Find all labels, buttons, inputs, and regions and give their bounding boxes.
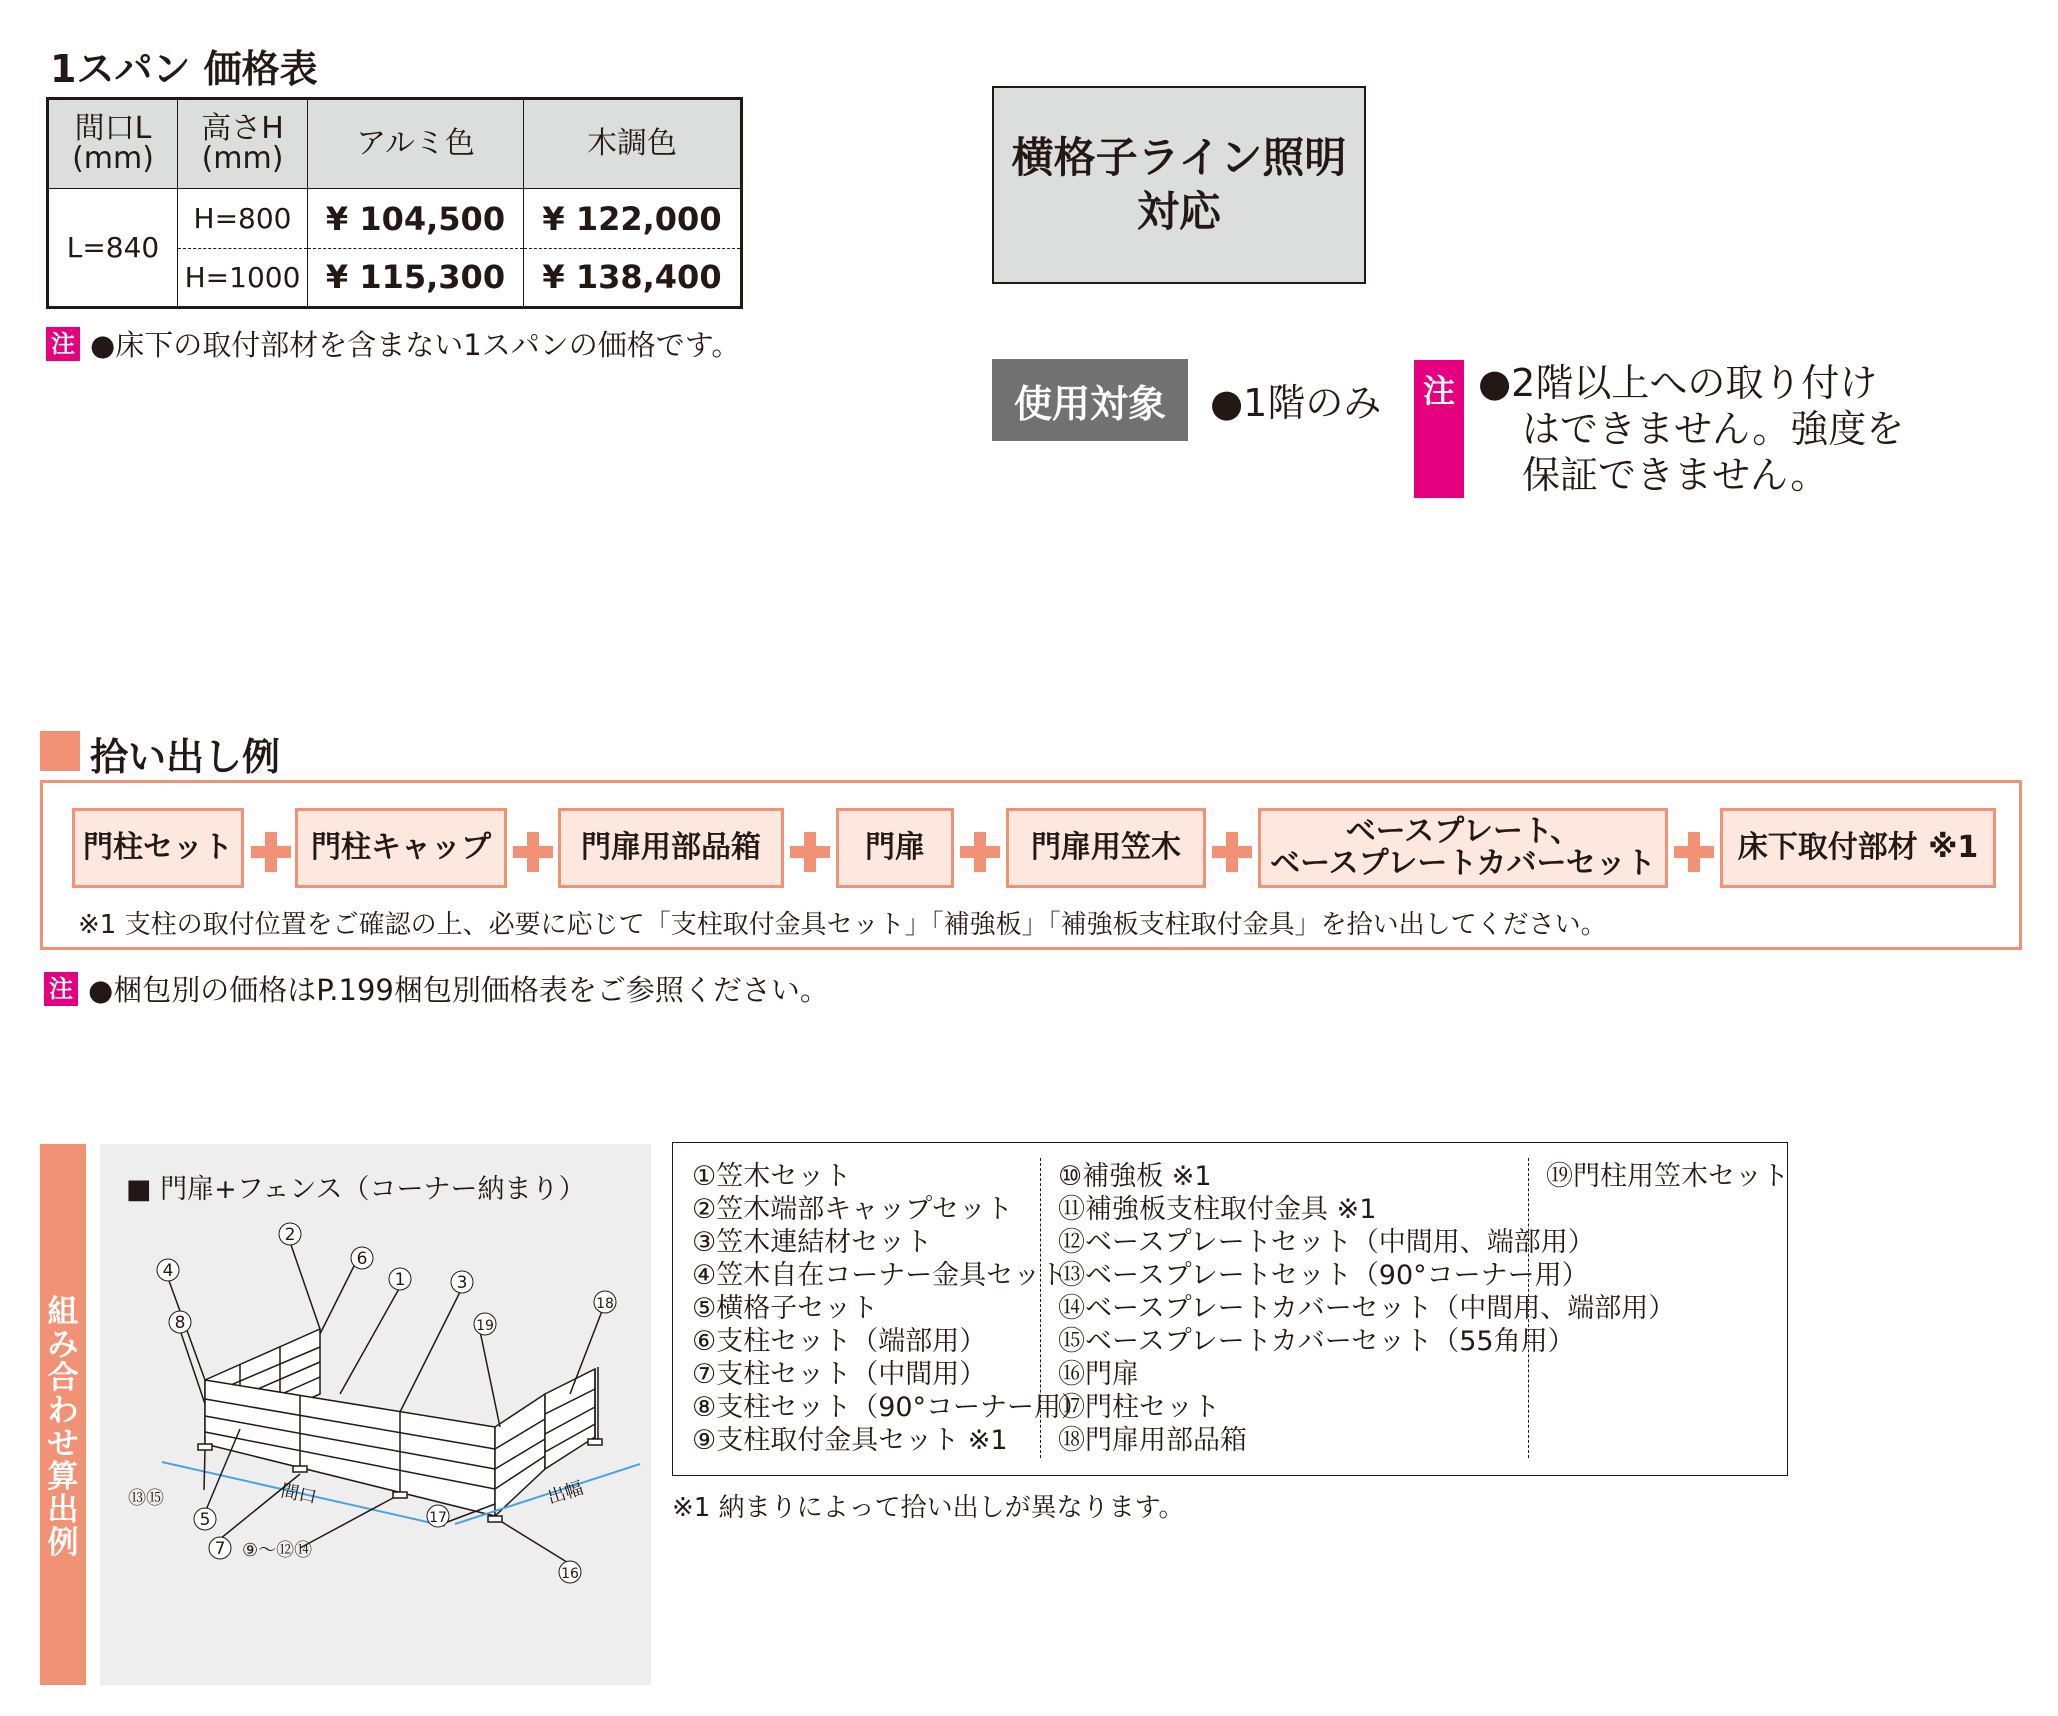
section-title: 拾い出し例 — [90, 735, 281, 779]
diagram-label-19: 19 — [476, 1318, 494, 1334]
warning-line: はできません。強度を — [1522, 407, 1905, 451]
warning-line: ●2階以上への取り付け — [1478, 361, 1878, 405]
usage-warning — [1478, 360, 1904, 498]
divider — [1040, 1158, 1041, 1458]
parts-list-item: ⑥支柱セット（端部用） — [692, 1326, 987, 1357]
plus-icon — [513, 832, 553, 872]
pickup-item-gate-post-cap: 門柱キャップ — [295, 808, 507, 888]
width-value: L=840 — [48, 189, 178, 308]
parts-list-item: ⑮ベースプレートカバーセット（55角用） — [1058, 1326, 1575, 1357]
diagram-label-7: 7 — [214, 1539, 226, 1559]
side-label-char: 合 — [47, 1360, 79, 1396]
parts-list-item: ①笠木セット — [692, 1161, 852, 1192]
header-wood: 木調色 — [524, 99, 742, 189]
parts-list-item: ⑯門扉 — [1058, 1359, 1139, 1390]
table-cell-wood-price: ¥ 138,400 — [524, 248, 742, 307]
diagram-label-3: 3 — [456, 1273, 468, 1293]
diagram-label-17: 17 — [429, 1510, 447, 1526]
parts-list-item: ④笠木自在コーナー金具セット — [692, 1260, 1068, 1291]
plus-icon — [790, 832, 830, 872]
combination-side-label — [40, 1296, 86, 1560]
price-note — [46, 323, 740, 364]
diagram-label-5: 5 — [199, 1510, 211, 1530]
diagram-label-4: 4 — [162, 1261, 174, 1281]
parts-list-col3 — [1546, 1160, 1789, 1193]
side-label-char: わ — [47, 1393, 79, 1429]
pickup-item-gate-top-rail: 門扉用笠木 — [1006, 808, 1206, 888]
lighting-compatible-box — [992, 86, 1366, 284]
note-badge: 注 — [46, 327, 80, 361]
diagram-label-2: 2 — [284, 1225, 296, 1245]
side-label-char: 組 — [47, 1294, 79, 1330]
side-label-char: せ — [47, 1426, 79, 1462]
parts-list-item: ⑫ベースプレートセット（中間用、端部用） — [1058, 1227, 1595, 1258]
diagram-label-8: 8 — [174, 1313, 186, 1333]
parts-list-item: ⑤横格子セット — [692, 1293, 879, 1324]
plus-icon — [251, 832, 291, 872]
header-height: 高さH (mm) — [178, 99, 308, 189]
diagram-label-9-to-12-14: ⑨～⑫⑭ — [242, 1540, 313, 1561]
table-cell-alumi-price: ¥ 115,300 — [308, 248, 524, 307]
warning-badge: 注 — [1414, 360, 1464, 498]
parts-list-item: ⑨支柱取付金具セット ※1 — [692, 1425, 1008, 1456]
side-label-char: 例 — [47, 1525, 79, 1561]
table-cell-height: H=800 — [178, 189, 308, 248]
parts-list-item: ⑧支柱セット（90°コーナー用） — [692, 1392, 1089, 1423]
parts-list-item: ⑭ベースプレートカバーセット（中間用、端部用） — [1058, 1293, 1676, 1324]
lighting-line1: 横格子ライン照明 — [1011, 133, 1347, 182]
pickup-footnote: ※1 支柱の取付位置をご確認の上、必要に応じて「支柱取付金具セット」「補強板」「補強板支柱取付金具」を拾い出してください。 — [78, 910, 1607, 940]
diagram-label-6: 6 — [356, 1249, 368, 1269]
plus-icon — [1212, 832, 1252, 872]
parts-list-item: ⑱門扉用部品箱 — [1058, 1425, 1247, 1456]
side-label-char: 算 — [47, 1459, 79, 1495]
pickup-item-base-plate: ベースプレート、 ベースプレートカバーセット — [1258, 808, 1668, 888]
price-note-text: ●床下の取付部材を含まない1スパンの価格です。 — [90, 328, 741, 362]
parts-list-item: ⑩補強板 ※1 — [1058, 1161, 1212, 1192]
parts-list-item: ②笠木端部キャップセット — [692, 1194, 1013, 1225]
diagram-label-depth: 出幅 — [545, 1477, 586, 1509]
diagram-label-16: 16 — [561, 1566, 579, 1582]
header-width: 間口L (mm) — [48, 99, 178, 189]
diagram-title: ■ 門扉+フェンス（コーナー納まり） — [126, 1174, 586, 1205]
note-badge: 注 — [44, 972, 78, 1006]
table-cell-wood-price: ¥ 122,000 — [524, 189, 742, 248]
pickup-note-text: ●梱包別の価格はP.199梱包別価格表をご参照ください。 — [88, 973, 829, 1007]
parts-list-item: ⑦支柱セット（中間用） — [692, 1359, 987, 1390]
side-label-char: 出 — [47, 1492, 79, 1528]
pickup-note — [44, 968, 829, 1009]
usage-label: 使用対象 — [992, 359, 1188, 441]
combination-footnote: ※1 納まりによって拾い出しが異なります。 — [672, 1493, 1185, 1523]
parts-list-col2 — [1058, 1160, 1675, 1457]
diagram-label-13-15: ⑬⑮ — [128, 1488, 164, 1509]
warning-line: 保証できません。 — [1522, 453, 1829, 497]
parts-list-col1 — [692, 1160, 1088, 1457]
lighting-line2: 対応 — [1136, 187, 1221, 236]
price-table-title: 1スパン 価格表 — [50, 47, 318, 91]
price-table — [46, 97, 743, 309]
diagram-label-1: 1 — [394, 1270, 406, 1290]
header-alumi: アルミ色 — [308, 99, 524, 189]
diagram-label-18: 18 — [596, 1296, 614, 1312]
pickup-item-underfloor-parts: 床下取付部材 ※1 — [1720, 808, 1996, 888]
parts-list-item: ⑲門柱用笠木セット — [1546, 1161, 1789, 1192]
pickup-item-gate: 門扉 — [836, 808, 954, 888]
parts-list-item: ⑰門柱セット — [1058, 1392, 1220, 1423]
usage-value: ●1階のみ — [1210, 381, 1382, 425]
plus-icon — [1674, 832, 1714, 872]
section-marker — [40, 731, 80, 771]
plus-icon — [960, 832, 1000, 872]
fence-corner-diagram — [100, 1144, 651, 1685]
side-label-char: み — [47, 1327, 79, 1363]
parts-list-item: ⑬ベースプレートセット（90°コーナー用） — [1058, 1260, 1589, 1291]
parts-list-item: ③笠木連結材セット — [692, 1227, 933, 1258]
parts-list-item: ⑪補強板支柱取付金具 ※1 — [1058, 1194, 1377, 1225]
divider — [1528, 1158, 1529, 1458]
table-cell-alumi-price: ¥ 104,500 — [308, 189, 524, 248]
pickup-item-parts-box: 門扉用部品箱 — [558, 808, 784, 888]
diagram-label-width: 間口 — [278, 1480, 319, 1509]
pickup-item-gate-post-set: 門柱セット — [72, 808, 244, 888]
table-cell-height: H=1000 — [178, 248, 308, 307]
